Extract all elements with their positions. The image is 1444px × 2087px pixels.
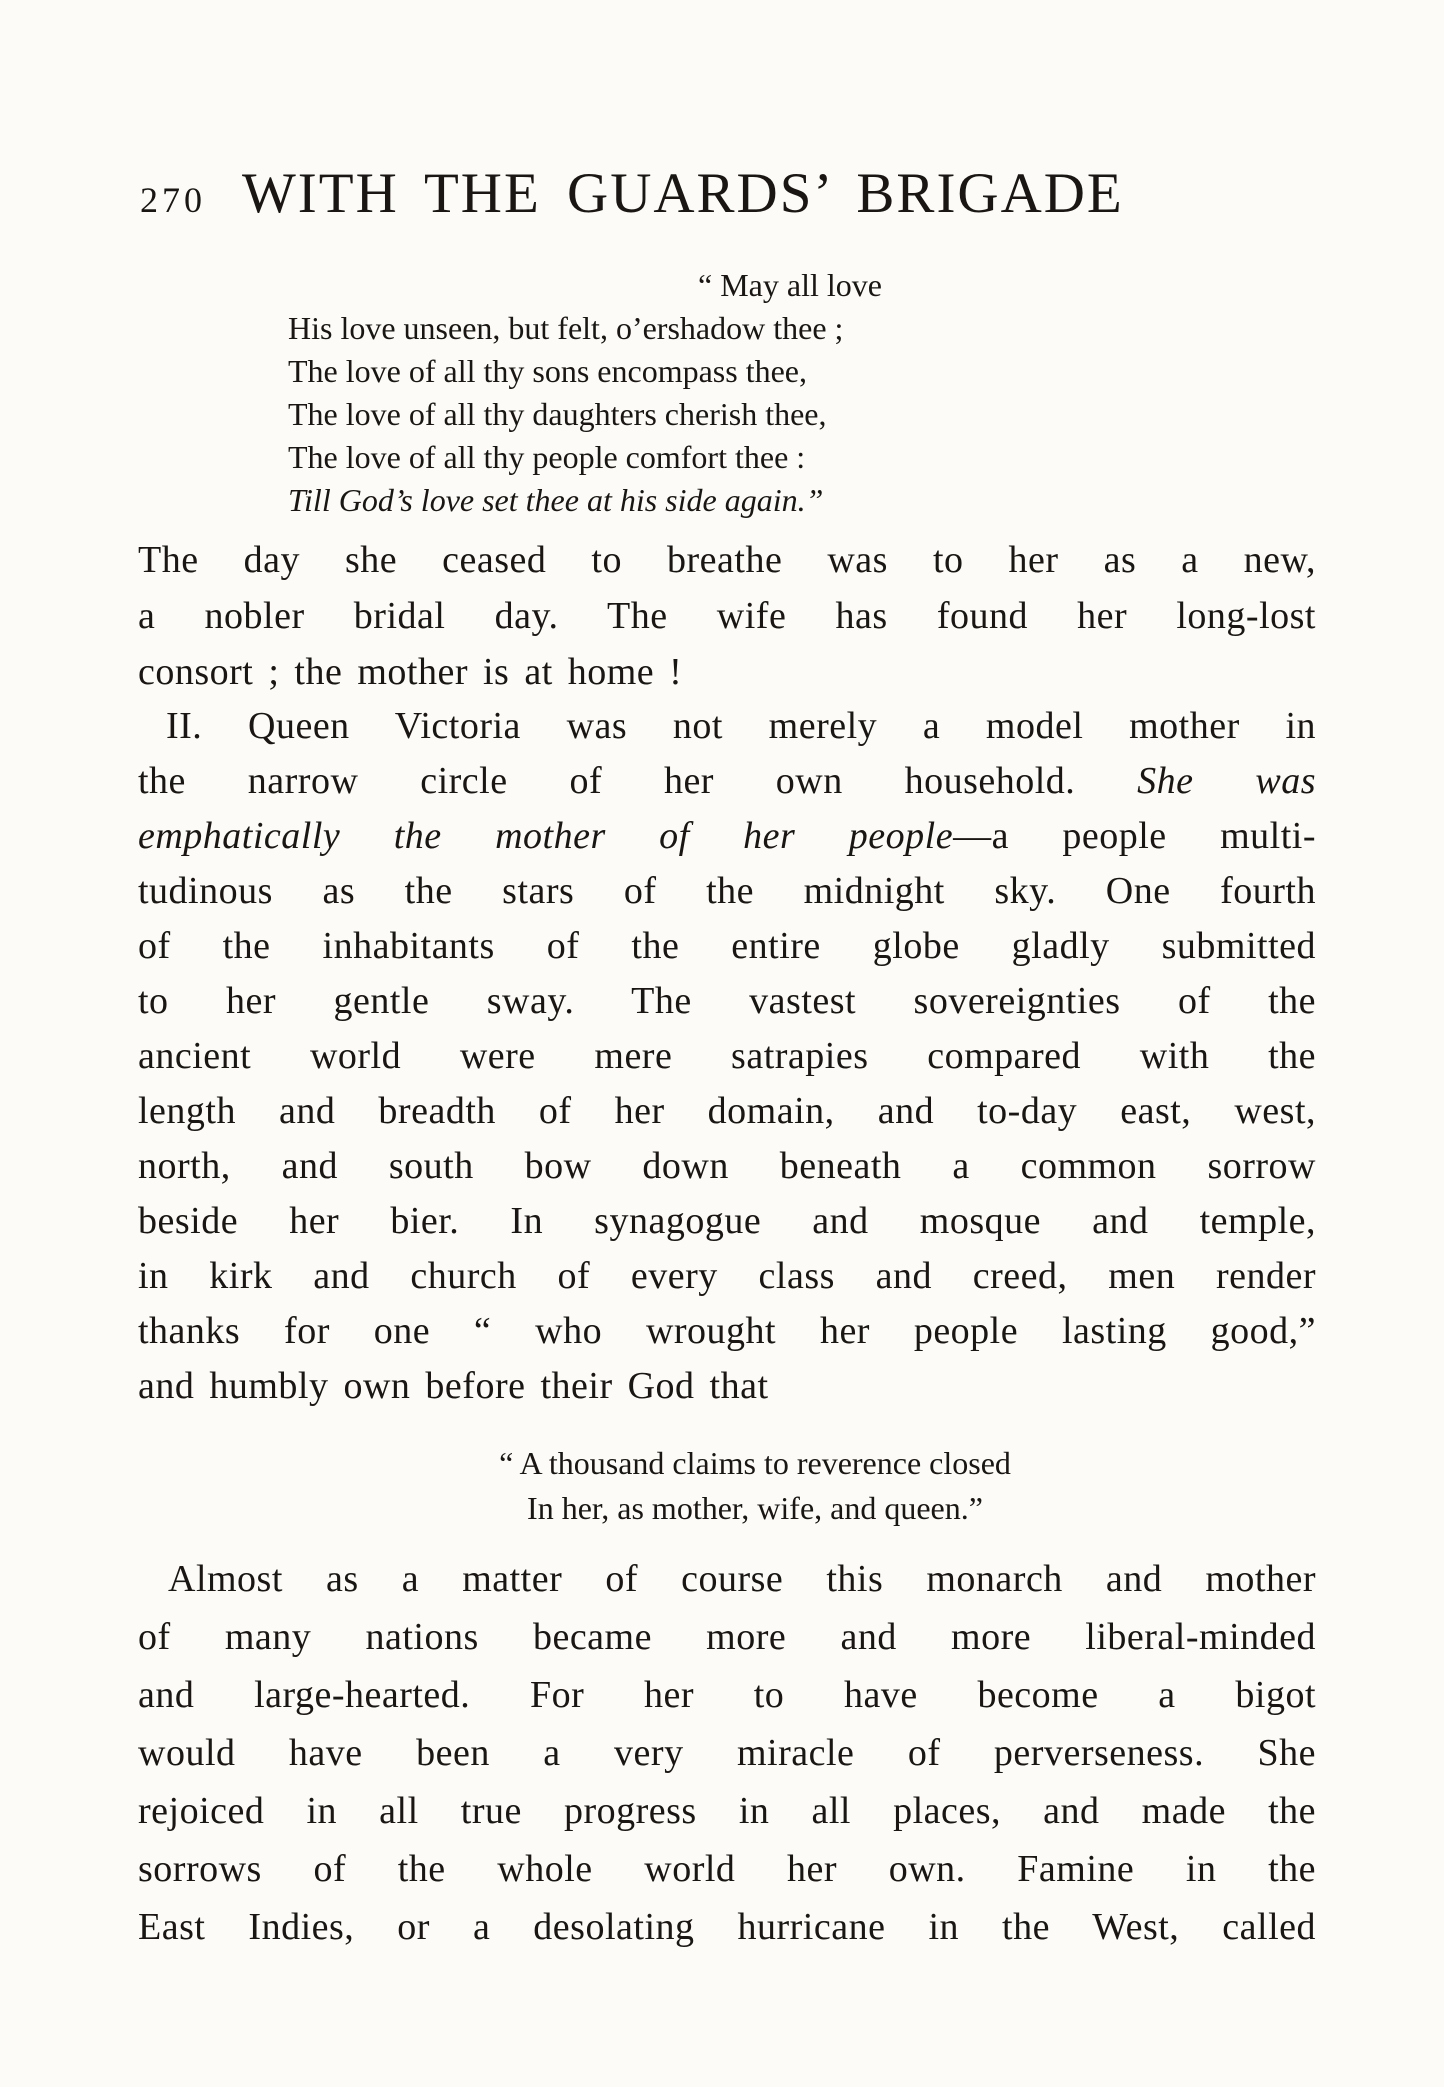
text-line: “ A thousand claims to reverence closed <box>499 1445 1011 1481</box>
paragraph-1 <box>138 532 1316 700</box>
text-line: ancient world were mere satrapies compared with the <box>138 1035 1316 1077</box>
text-line: and large-hearted. For her to have become a bigot <box>138 1674 1316 1716</box>
text-line: In her, as mother, wife, and queen.” <box>527 1490 983 1526</box>
text-line: II. Queen Victoria was not merely a model mother in <box>166 705 1316 747</box>
text-line: a nobler bridal day. The wife has found her long-lost <box>138 595 1316 637</box>
text-line: The day she ceased to breathe was to her as a new, <box>138 539 1316 581</box>
text-line: in kirk and church of every class and creed, men render <box>138 1255 1316 1297</box>
text-line: rejoiced in all true progress in all places, and made the <box>138 1790 1316 1832</box>
text-line: thanks for one “ who wrought her people lasting good,” <box>138 1310 1316 1352</box>
text-line: would have been a very miracle of perverseness. She <box>138 1732 1316 1774</box>
text-line: consort ; the mother is at home ! <box>138 651 683 693</box>
text-line: His love unseen, but felt, o’ershadow thee ; <box>288 310 844 346</box>
text-line: of the inhabitants of the entire globe gladly submitted <box>138 925 1316 967</box>
text-line: The love of all thy daughters cherish thee, <box>288 396 827 432</box>
paragraph-3 <box>138 1550 1316 1956</box>
text-line: The love of all thy sons encompass thee, <box>288 353 807 389</box>
text-line: tudinous as the stars of the midnight sky. One fourth <box>138 870 1316 912</box>
text-line: to her gentle sway. The vastest sovereignties of the <box>138 980 1316 1022</box>
text-line: East Indies, or a desolating hurricane in the West, called <box>138 1906 1316 1948</box>
text-line: The love of all thy people comfort thee : <box>288 439 806 475</box>
text-line: and humbly own before their God that <box>138 1365 769 1407</box>
text-line: of many nations became more and more liberal-minded <box>138 1616 1316 1658</box>
opening-verse <box>288 264 1048 522</box>
text-line: “ May all love <box>698 267 882 303</box>
text-line: north, and south bow down beneath a common sorrow <box>138 1145 1316 1187</box>
running-title: WITH THE GUARDS’ BRIGADE <box>242 162 1124 225</box>
text-line: beside her bier. In synagogue and mosque and temple, <box>138 1200 1316 1242</box>
text-line: emphatically the mother of her people—a people multi- <box>138 815 1316 857</box>
text-line: Till God’s love set thee at his side again.” <box>288 482 824 518</box>
text-line: the narrow circle of her own household. She was <box>138 760 1316 802</box>
inline-verse-quote <box>138 1441 1316 1531</box>
paragraph-2 <box>138 699 1316 1414</box>
page-number: 270 <box>140 180 206 220</box>
text-line: length and breadth of her domain, and to-day east, west, <box>138 1090 1316 1132</box>
text-line: Almost as a matter of course this monarch and mother <box>168 1558 1316 1600</box>
text-line: sorrows of the whole world her own. Famine in the <box>138 1848 1316 1890</box>
